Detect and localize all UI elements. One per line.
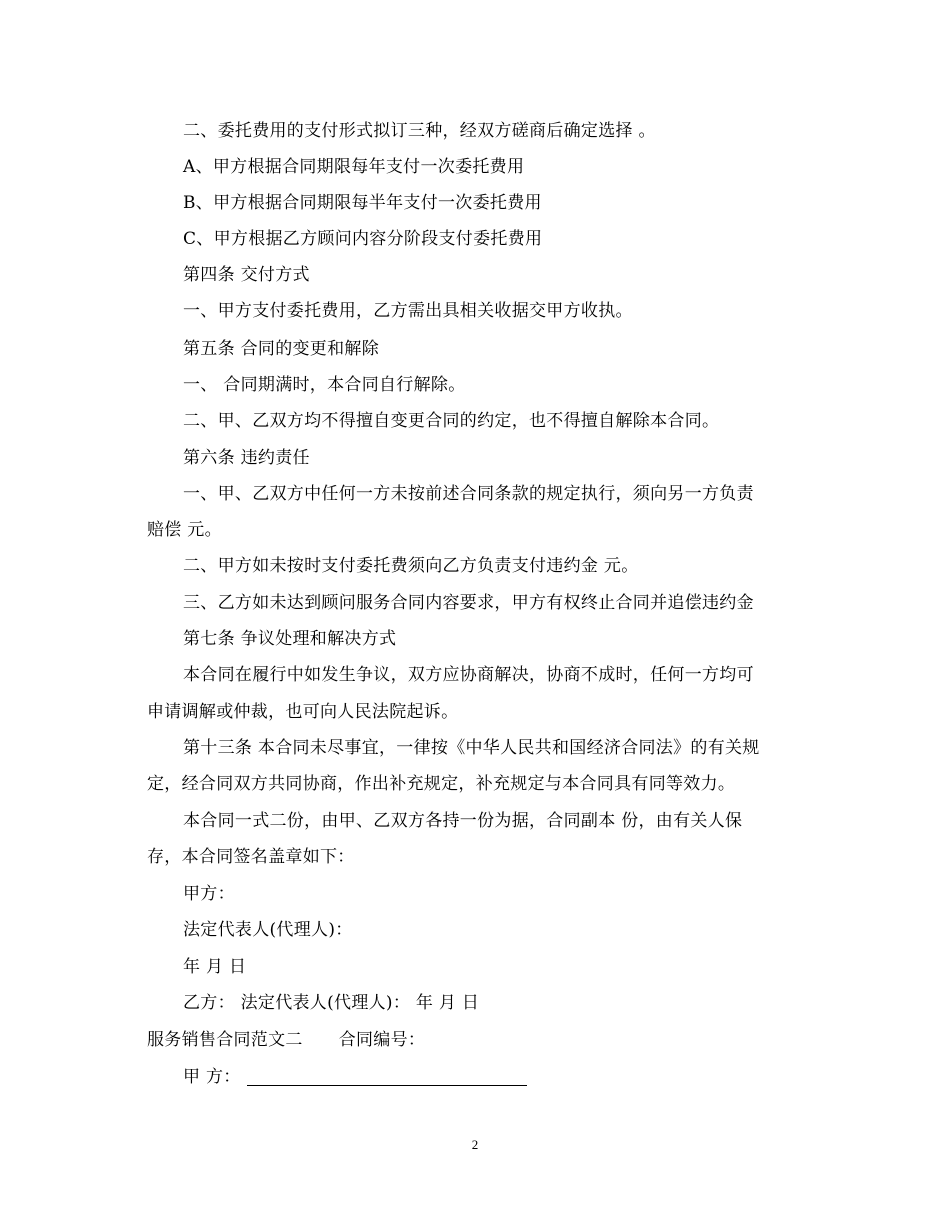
- article-5-heading: 第五条 合同的变更和解除: [183, 339, 380, 359]
- party-b-signature: 乙方： 法定代表人(代理人)： 年 月 日: [183, 993, 480, 1013]
- article-7-heading: 第七条 争议处理和解决方式: [183, 629, 397, 649]
- party-a-label: 甲 方：: [183, 1067, 241, 1087]
- option-a: A、甲方根据合同期限每年支付一次委托费用: [183, 157, 525, 177]
- article-13-body: 第十三条 本合同未尽事宜，一律按《中华人民共和国经济合同法》的有关规: [183, 738, 760, 758]
- article-6-clause-2: 二、甲方如未按时支付委托费须向乙方负责支付违约金 元。: [183, 556, 639, 576]
- article-4-clause-1: 一、甲方支付委托费用，乙方需出具相关收据交甲方收执。: [183, 301, 633, 321]
- contract-two-title: 服务销售合同范文二: [147, 1030, 303, 1050]
- contract-two-heading: [147, 1029, 425, 1051]
- payment-options-clause: 二、委托费用的支付形式拟订三种，经双方磋商后确定选择 。: [183, 121, 656, 141]
- article-7-body: 本合同在履行中如发生争议，双方应协商解决，协商不成时，任何一方均可: [183, 665, 754, 685]
- contract-number-label: 合同编号：: [338, 1030, 426, 1050]
- article-5-clause-2: 二、甲、乙双方均不得擅自变更合同的约定，也不得擅自解除本合同。: [183, 411, 720, 431]
- copies-clause-cont: 存，本合同签名盖章如下：: [147, 847, 355, 867]
- copies-clause: 本合同一式二份，由甲、乙双方各持一份为据，合同副本 份，由有关人保: [183, 811, 743, 831]
- article-7-body-cont: 申请调解或仲裁，也可向人民法院起诉。: [147, 702, 459, 722]
- article-6-clause-1-cont: 赔偿 元。: [147, 520, 222, 540]
- party-a-row: [183, 1066, 527, 1088]
- article-13-body-cont: 定，经合同双方共同协商，作出补充规定，补充规定与本合同具有同等效力。: [147, 774, 736, 794]
- article-5-clause-1: 一、 合同期满时，本合同自行解除。: [183, 375, 466, 395]
- page-number: 2: [471, 1137, 479, 1152]
- party-a-signature: 甲方：: [183, 884, 235, 904]
- article-6-clause-1: 一、甲、乙双方中任何一方未按前述合同条款的规定执行，须向另一方负责: [183, 484, 754, 504]
- signature-date: 年 月 日: [183, 957, 247, 977]
- legal-rep-signature: 法定代表人(代理人)：: [183, 920, 353, 940]
- article-6-heading: 第六条 违约责任: [183, 448, 310, 468]
- party-a-blank-line: [247, 1069, 527, 1086]
- option-c: C、甲方根据乙方顾问内容分阶段支付委托费用: [183, 229, 543, 249]
- option-b: B、甲方根据合同期限每半年支付一次委托费用: [183, 193, 542, 213]
- article-4-heading: 第四条 交付方式: [183, 265, 310, 285]
- article-6-clause-3: 三、乙方如未达到顾问服务合同内容要求，甲方有权终止合同并追偿违约金: [183, 593, 754, 613]
